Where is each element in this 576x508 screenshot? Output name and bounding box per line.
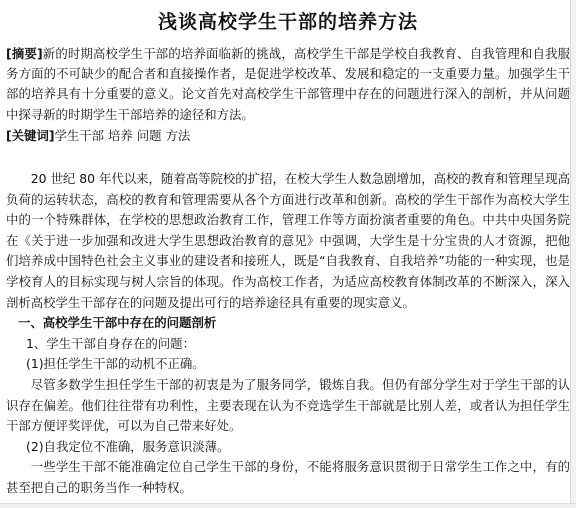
item-heading-1: (1)担任学生干部的动机不正确。 [26,356,205,372]
document-body [6,169,570,499]
keywords-line [6,126,570,146]
abstract-label: [摘要] [6,46,43,61]
abstract-paragraph [6,44,570,125]
keywords-text: 学生干部 培养 问题 方法 [54,128,191,143]
abstract-text: 新的时期高校学生干部的培养面临新的挑战，高校学生干部是学校自我教育、自我管理和自我服务方面的不可缺少的配合者和直接操作者，是促进学校改革、发展和稳定的一支重要力量。加强学生干部的培养具有十分重要的意义。论文首先对高校学生干部管理中存在的问题进行深入的剖析，并从问题中探寻新的时期学生干部培养的途径和方法。 [6,46,571,122]
window-right-edge [570,0,576,508]
document-title: 浅谈高校学生干部的培养方法 [157,11,418,33]
item-paragraph-1: 尽管多数学生担任学生干部的初衷是为了服务同学，锻炼自我。但仍有部分学生对于学生干部的认识存在偏差。他们往往带有功利性，主要表现在认为不竞选学生干部就是比别人差，或者认为担任学生干部方便评奖评优，可以为自己带来好处。 [6,376,570,434]
subsection-heading: 1、学生干部自身存在的问题： [26,335,195,351]
item-paragraph-2: 一些学生干部不能准确定位自己学生干部的身份，不能将服务意识贯彻于日常学生工作之中，有的甚至把自己的职务当作一种特权。 [6,459,570,495]
intro-paragraph: 20 世纪 80 年代以来，随着高等院校的扩招，在校大学生人数急剧增加，高校的教育和管理呈现高负荷的运转状态，高校的教育和管理需要从各个方面进行改革和创新。高校的学生干部作为高校大学生中的一个特殊群体，在学校的思想政治教育工作，管理工作等方面扮演者重要的角色。中共中央国务院在《关于进一步加强和改进大学生思想政治教育的意见》中强调，大学生是十分宝贵的人才资源，把他们培养成中国特色社会主义事业的建设者和接班人，既是“自我教育、自我培养”功能的一种实现，也是学校育人的目标实现与树人宗旨的体现。作为高校工作者，为适应高校教育体制改革的不断深入，深入剖析高校学生干部存在的问题及提出可行的培养途径具有重要的现实意义。 [6,171,570,310]
keywords-label: [关键词] [6,128,55,143]
section-heading: 一、高校学生干部中存在的问题剖析 [18,315,217,331]
item-heading-2: (2)自我定位不准确，服务意识淡薄。 [26,438,230,454]
window-bottom-edge [0,503,576,508]
